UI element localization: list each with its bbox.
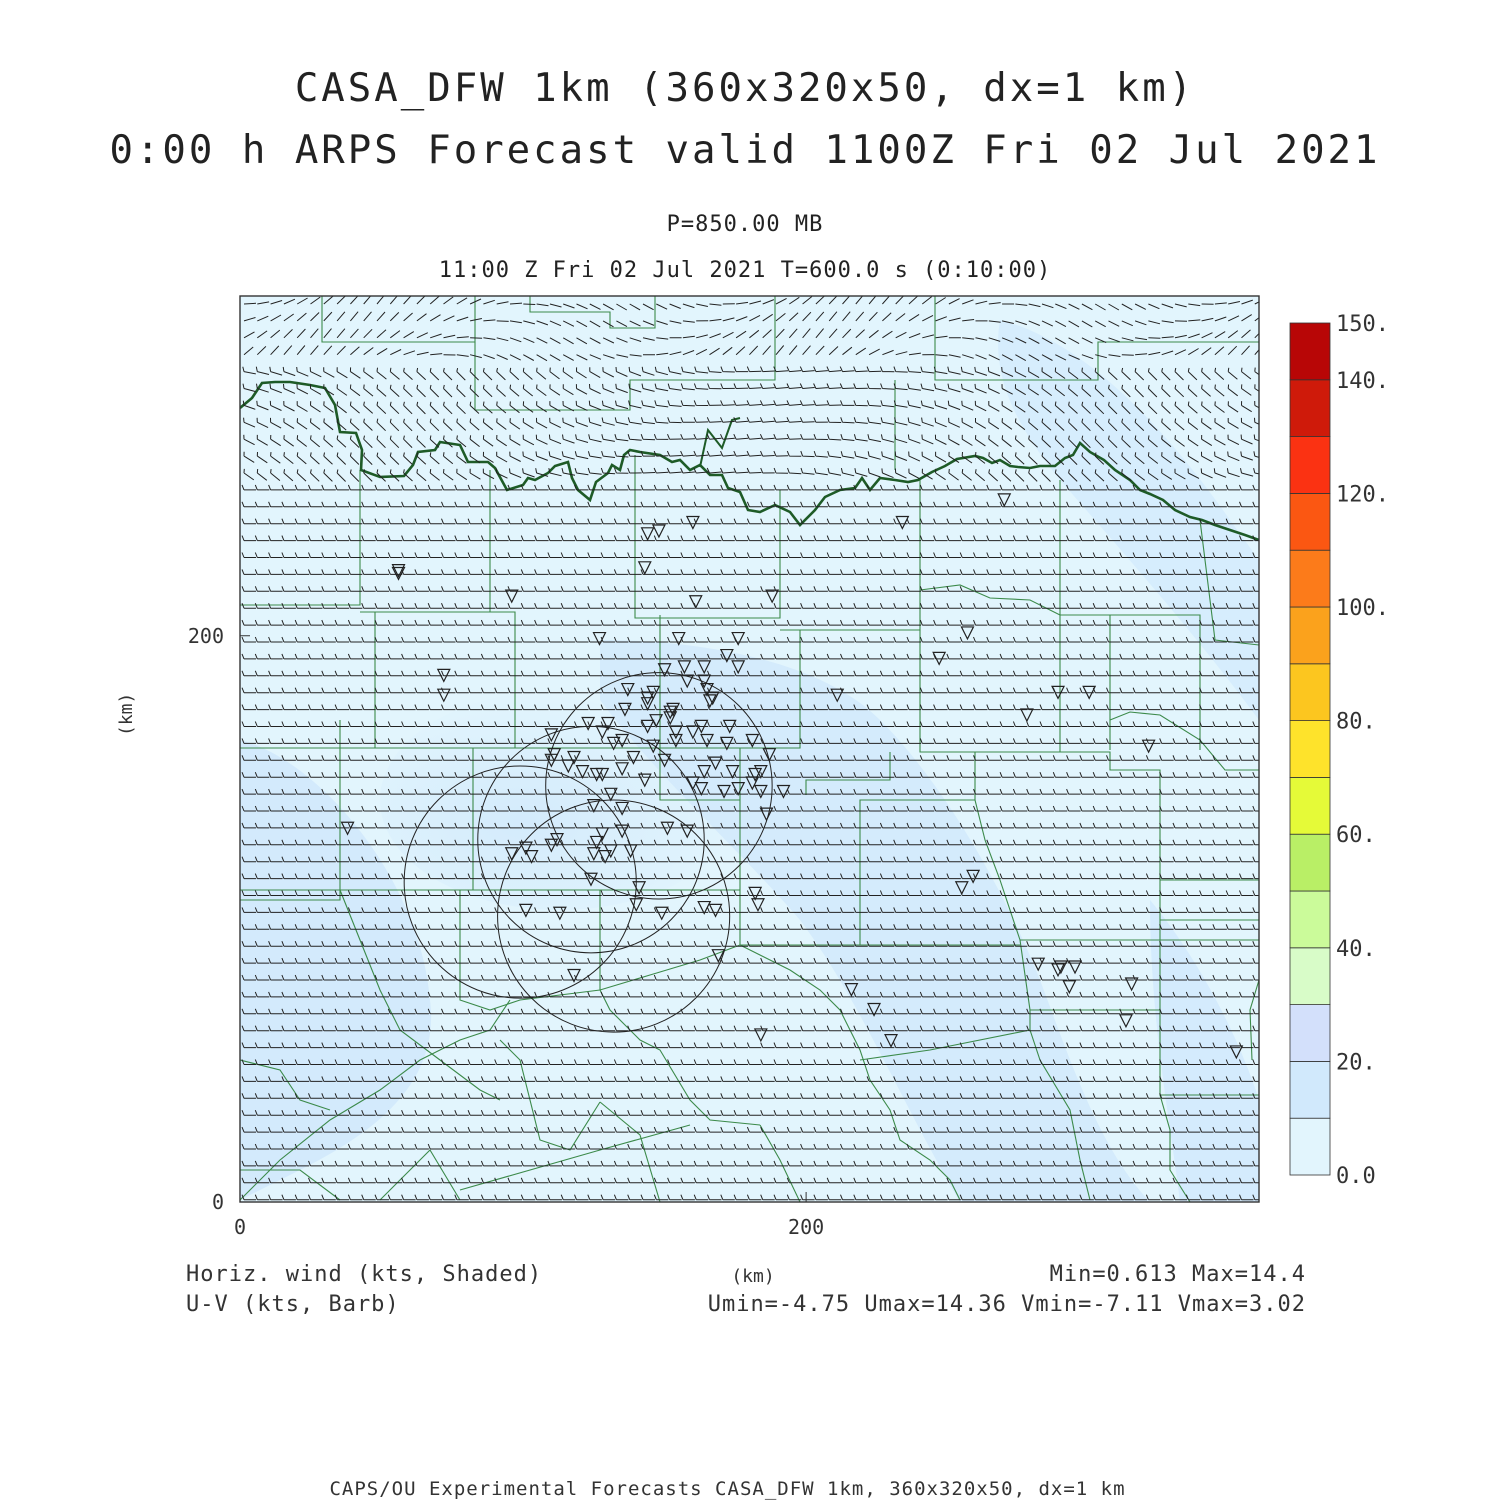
- colorbar-label: 150.: [1336, 312, 1389, 337]
- colorbar-label: 40.: [1336, 936, 1376, 962]
- colorbar-bin: [1290, 948, 1330, 1005]
- colorbar-bin: [1290, 721, 1330, 778]
- colorbar-bin: [1290, 550, 1330, 607]
- colorbar-label: 60.: [1336, 823, 1376, 849]
- colorbar-bin: [1290, 323, 1330, 380]
- colorbar-bin: [1290, 380, 1330, 437]
- colorbar-label: 140.: [1336, 368, 1389, 394]
- min-max-readout: Min=0.613 Max=14.4: [1049, 1262, 1306, 1287]
- map-title: CASA_DFW 1km (360x320x50, dx=1 km): [294, 66, 1196, 111]
- shaded-field-label: Horiz. wind (kts, Shaded): [186, 1262, 543, 1287]
- colorbar-bin: [1290, 834, 1330, 891]
- colorbar-bin: [1290, 777, 1330, 834]
- x-tick-label: 0: [233, 1215, 247, 1239]
- colorbar-bin: [1290, 1061, 1330, 1118]
- colorbar-bin: [1290, 493, 1330, 550]
- valid-time: 11:00 Z Fri 02 Jul 2021 T=600.0 s (0:10:00): [438, 258, 1052, 283]
- colorbar: [1290, 312, 1389, 1189]
- y-tick-label: 0: [211, 1190, 224, 1214]
- colorbar-label: 100.: [1336, 596, 1389, 621]
- footer-credit: CAPS/OU Experimental Forecasts CASA_DFW 1km, 360x320x50, dx=1 km: [329, 1478, 1126, 1500]
- colorbar-bin: [1290, 1118, 1330, 1175]
- pressure-level: P=850.00 MB: [666, 212, 824, 237]
- uv-stats-readout: Umin=-4.75 Umax=14.36 Vmin=-7.11 Vmax=3.02: [707, 1292, 1306, 1317]
- x-axis-label: (km): [731, 1266, 775, 1287]
- colorbar-label: 120.: [1336, 482, 1389, 508]
- colorbar-bin: [1290, 437, 1330, 494]
- colorbar-bin: [1290, 607, 1330, 664]
- y-tick-label: 200: [187, 623, 224, 648]
- barb-field-label: U-V (kts, Barb): [186, 1292, 400, 1317]
- x-tick-label: 200: [788, 1215, 825, 1239]
- colorbar-label: 0.0: [1336, 1164, 1376, 1189]
- colorbar-bin: [1290, 1005, 1330, 1062]
- colorbar-bin: [1290, 891, 1330, 948]
- colorbar-label: 20.: [1336, 1050, 1376, 1076]
- colorbar-bin: [1290, 664, 1330, 721]
- colorbar-label: 80.: [1336, 709, 1376, 735]
- y-axis-label: (km): [116, 692, 137, 736]
- forecast-subtitle: 0:00 h ARPS Forecast valid 1100Z Fri 02 Jul 2021: [109, 128, 1381, 173]
